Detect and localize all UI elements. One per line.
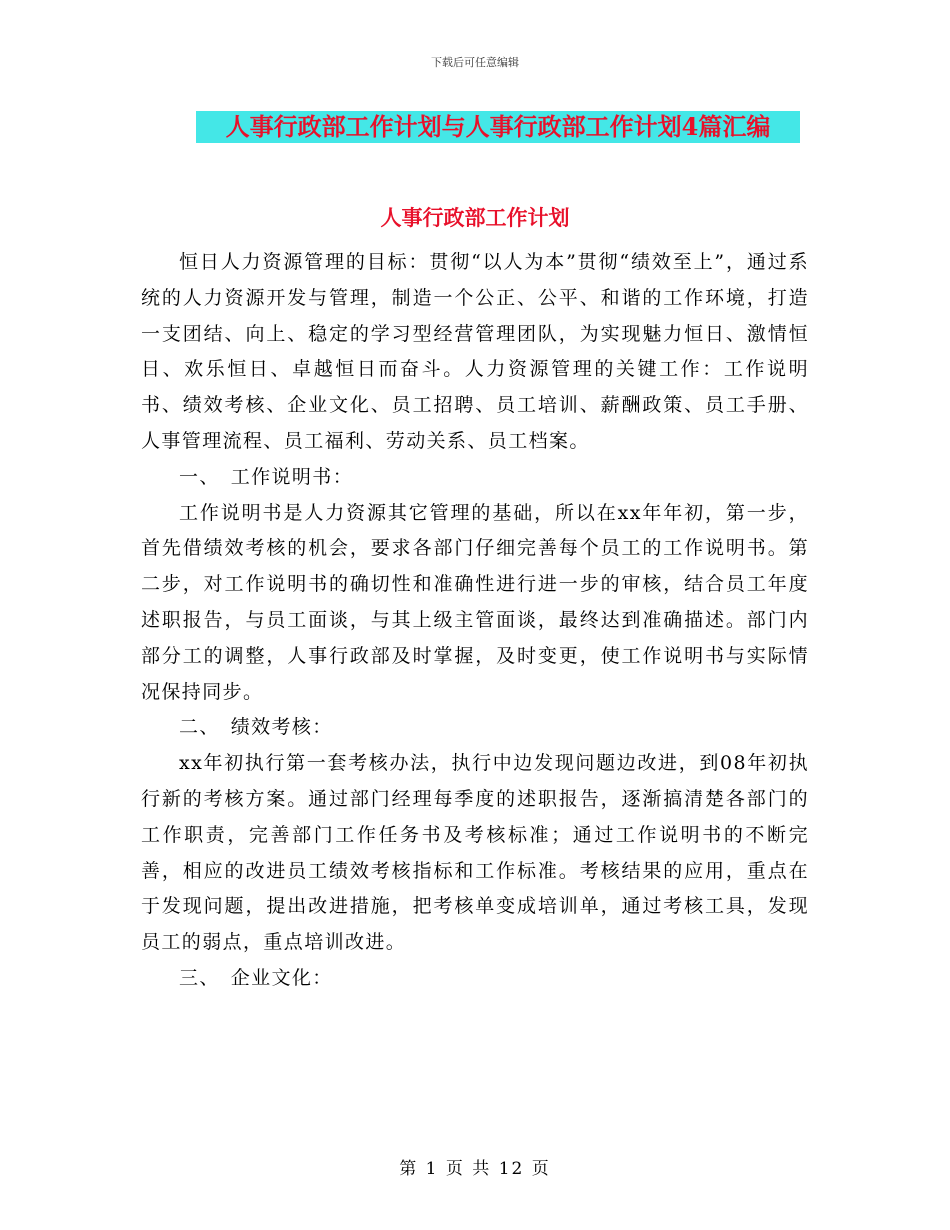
- paragraph-job-description: 工作说明书是人力资源其它管理的基础，所以在xx年年初，第一步，首先借绩效考核的机会，要求各部门仔细完善每个员工的工作说明书。第二步，对工作说明书的确切性和准确性进行进一步的审核，结合员工年度述职报告，与员工面谈，与其上级主管面谈，最终达到准确描述。部门内部分工的调整，人事行政部及时掌握，及时变更，使工作说明书与实际情况保持同步。: [141, 501, 809, 703]
- document-title: 人事行政部工作计划与人事行政部工作计划4篇汇编: [225, 112, 771, 141]
- heading-corporate-culture: 三、 企业文化：: [179, 966, 333, 989]
- heading-job-description: 一、 工作说明书：: [179, 465, 354, 488]
- heading-performance-review: 二、 绩效考核：: [179, 716, 333, 739]
- document-title-highlight: [196, 111, 800, 143]
- page-number-footer: 第 1 页 共 12 页: [399, 1159, 551, 1179]
- document-body: [141, 245, 809, 997]
- paragraph-intro: 恒日人力资源管理的目标：贯彻“以人为本”贯彻“绩效至上”，通过系统的人力资源开发与管理，制造一个公正、公平、和谐的工作环境，打造一支团结、向上、稳定的学习型经营管理团队，为实现魅力恒日、激情恒日、欢乐恒日、卓越恒日而奋斗。人力资源管理的关键工作：工作说明书、绩效考核、企业文化、员工招聘、员工培训、薪酬政策、员工手册、人事管理流程、员工福利、劳动关系、员工档案。: [141, 251, 809, 452]
- page-header-note: 下载后可任意编辑: [431, 56, 519, 69]
- section-title: 人事行政部工作计划: [380, 205, 570, 230]
- paragraph-performance-review: xx年初执行第一套考核办法，执行中边发现问题边改进，到08年初执行新的考核方案。通过部门经理每季度的述职报告，逐渐搞清楚各部门的工作职责，完善部门工作任务书及考核标准；通过工作说明书的不断完善，相应的改进员工绩效考核指标和工作标准。考核结果的应用，重点在于发现问题，提出改进措施，把考核单变成培训单，通过考核工具，发现员工的弱点，重点培训改进。: [141, 752, 809, 954]
